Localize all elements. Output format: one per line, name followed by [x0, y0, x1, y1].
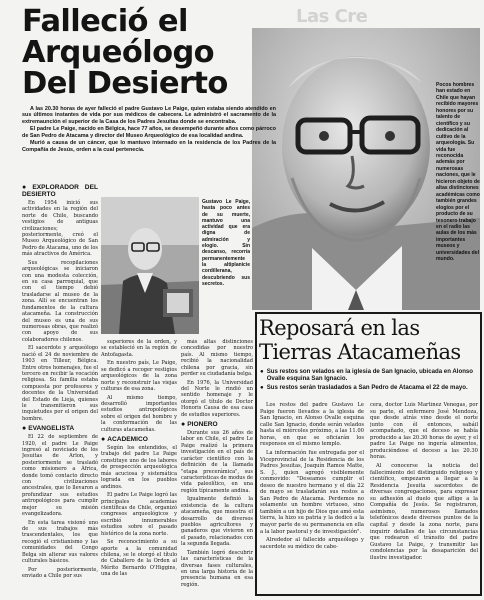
section-heading-pionero: ● PIONERO	[181, 421, 218, 429]
middle-column-2: más altas distinciones concedidas por nuestro país. Al mismo tiempo, recibió la nacionalidad chilena por gracia, sin perder su ciudadanía belga. En 1976, la Universidad del Norte le rindió un sentido homenaje y le otorgó el título de Doctor Honoris Causa de esa casa de estudios superiores. ● PIONERO Durante sus 26 años de labor en Chile, el padre Le Paige realizó la primera investigación en el país de carácter científico con la definición de la llamada "etapa precerámica", sus características de modus de vida paleolítico, en una región típicamente andina. Igualmente definió la existencia de la cultura atacameña, que muestra el desarrollo de diversos pueblos agricultores y ganaderos que vivieron en el pasado, relacionados con la segunda llegada. También logró descubrir las características de la diversas fases culturales, en una larga historia de la presencia humana en esa región.	[181, 339, 253, 588]
masthead-fragment: Las Cre	[296, 6, 368, 27]
section-heading-explorador: ● EXPLORADOR DEL DESIERTO	[22, 184, 98, 198]
lead-block	[22, 106, 276, 153]
lead-paragraph-1: A las 20.30 horas de ayer falleció el padre Gustavo Le Paige, quien estaba siendo atendido en sus últimos instantes de vida por sus médicos de cabecera. Le administró el sacramento de la extremaunción el superior de la Casa de los Padres Jesuitas donde se encontraba.	[22, 106, 276, 125]
bullet-item-2: ● Sus restos serán trasladados a San Pedro de Atacama el 22 de mayo.	[260, 384, 468, 392]
section-heading-academico: ● ACADEMICO	[101, 436, 148, 444]
left-column: ● EXPLORADOR DEL DESIERTO En 1954 inició sus actividades en la región del norte de Chile, buscando vestigios de antiguas civilizaciones; posteriormente, creó el Museo Arqueológico de San Pedro de Atacama, uno de los más atractivos de América. Sus recopilaciones arqueológicas se iniciaron con una modesta colección, en su casa parroquial, que con el tiempo debió trasladarse al museo de la zona. Allí se encuentran los fundamentos de la cultura atacameña. La construcción del museo es una de sus numerosas obras, que realizó con apoyo de sus colaboradores chilenos. El sacerdote y arqueólogo nació el 24 de noviembre de 1903 en Tilleur, Bélgica. Entre otros homenajes, fue el tercero en recibir la vocación religiosa. Su familia estaba compuesta por profesores y docentes de la Universidad del Estado de Lieja, quienes le transmitieron sus inquietudes por el origen del hombre. ● EVANGELISTA El 22 de septiembre de 1920, el padre Le Paige ingresó al noviciado de los Jesuitas de Arlon, y posteriormente se trasladó como misionero a África, donde tomó contacto directo con civilizaciones ancestrales, que lo llevaron a profundizar sus estudios antropológicos para cumplir mejor su misión evangelizadora. En esta tarea visionó uno de sus trabajos más trascendentales, los que recogió el cristianismo y las comunidades del Congo Belga sin alterar sus valores culturales básicos. Por posteriormente, enviado a Chile por sus	[22, 184, 98, 580]
lead-paragraph-2: El padre Le Paige, nacido en Bélgica, hace 77 años, se desempeñó durante años como párroco de San Pedro de Atacama y director del Museo Arqueológico de esa localidad andina.	[22, 126, 276, 139]
headline-line-1: Falleció el	[22, 4, 188, 39]
right-photo-caption: Pocos hombres han estado en Chile que hayan recibido mayores honores por su talento de científico y su dedicación al cultivo de la arqueología. Su vida fue reconocida además por numerosas naciones, que le hicieron objeto de altas distinciones académicas como también grandes elogios por el producto de su tesonero trabajo en el radio las aulas de los más importantes museos y universidades del mundo.	[436, 82, 480, 263]
secondary-column-2: cera, doctor Luis Martínez Venegas, por su parte, el enfermero José Mendoza, que desde atrás vino desde el norte junto con él entonces, sabáil acompañado, que el deceso se había producido a las 20.30 horas de ayer, y el padre Le Paige no ingería alimentos, produciéndose el deceso a las 20.30 horas. Al conocerse la noticia del fallecimiento del distinguido religioso y científico, empezaron a llegar a la Residencia Jesuita sacerdotes de diversas congregaciones, para expresar su adhesión al duelo que aflige a la Compañía de Jesús. Se registraron, asimismo, numerosos llamados telefónicos desde diversos puntos de la capital y desde la zona norte, para inquirir detalles de las circunstancias que rodearon el tránsito del padre Gustavo Le Paige, y transmitir las condolencias por la desaparición del ilustre investigador.	[370, 402, 478, 561]
small-portrait-photo	[101, 197, 199, 334]
secondary-headline-line-2: Tierras Atacameñas	[259, 340, 461, 364]
lead-paragraph-3: Murió a causa de un cáncer, que lo mantuvo internado en la residencia de los Padres de la Compañía de Jesús, orden a la cual pertenecía.	[22, 140, 276, 153]
headline-line-3: Del Desierto	[22, 66, 228, 101]
section-heading-evangelista: ● EVANGELISTA	[22, 425, 75, 433]
secondary-headline-line-1: Reposará en las	[259, 316, 420, 340]
secondary-column-1: Los restos del padre Gustavo Le Paige fueron llevados a la iglesia de San Ignacio, en Alonso Ovalle esquina calle San Ignacio, donde serán velados hasta el miércoles próximo, a las 11.00 horas, en que se oficiarán los responsos en el mismo templo. La información fue entregada por el Viceprovincial de la Residencia de los Padres Jesuitas, Joaquín Ramos Matte, S. J., quien agregó visiblemente conmovido: "Deseamos cumplir el deseo de nuestro hermano y el día 22 de mayo se trasladarán sus restos a San Pedro de Atacama. Perdemos no solamente un hombre virtuoso, sino también a un hijo de Dios que amó esta tierra, la hizo su patria y la dedicó a la mayor parte de su permanencia en ella a la labor pastoral y de investigación". Alrededor al fallecido arqueólogo y sacerdote su médico de cabe-	[260, 402, 364, 550]
secondary-headline	[259, 316, 481, 364]
small-portrait-illustration	[101, 197, 199, 334]
bullet-item-1: ● Sus restos son velados en la iglesia de San Ignacio, ubicada en Alonso Ovalle esquina San Ignacio.	[260, 368, 474, 383]
small-photo-caption: Gustavo Le Paige, hasta poco antes de su muerte, mantuvo una actividad que era digna de admiración y elogio. Sin descanso, recorría permanentemente la altiplanicie cordillerana, descubriendo sus secretos.	[202, 199, 250, 287]
headline-line-2: Arqueólogo	[22, 35, 215, 70]
headline	[22, 6, 272, 99]
secondary-bullets	[260, 368, 476, 391]
middle-column-1: superiores de la orden, y se estableció en la región de Antofagasta. En nuestro país, Le Paige, se dedicó a recoger vestigios arqueológicos de la zona norte y reconstruir las viejas culturas de esa zona. Al mismo tiempo, desarrolló importantes estudios antropológicos sobre el origen del hombre y la conformación de las culturas atacameñas. ● ACADEMICO Según los entendidos, el trabajo del padre Le Paige constituye uno de los labores de prospección arqueológica más acuciosa y sistemática lograda en los pueblos andinos. El padre Le Paige logró las principales academias científicas de Chile, organizó congresos arqueológicos y escribió innumerables estudios sobre el pasado histórico de la zona norte. Se reconocimiento a su aporte a la comunidad chilena, se le otorgó el título de Caballero de la Orden al Mérito Bernardo O'Higgins, una de las	[101, 339, 177, 578]
